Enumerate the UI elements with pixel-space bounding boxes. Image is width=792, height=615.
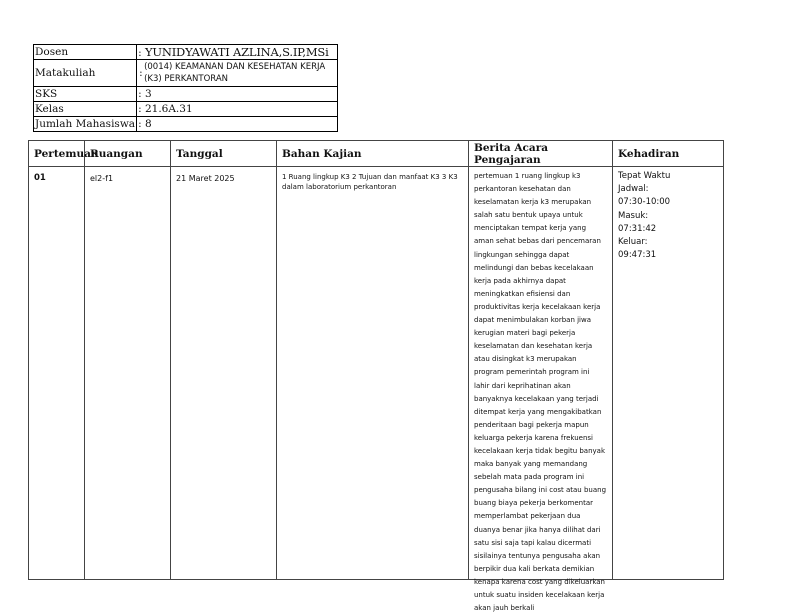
- sks-number: 3: [144, 88, 152, 100]
- matakuliah-label: Matakuliah: [34, 60, 137, 87]
- jadwal-value: 07:30-10:00: [618, 197, 671, 208]
- course-info-table: [33, 44, 338, 132]
- kelas-code: 21.6A.31: [144, 103, 193, 115]
- berita-acara-cell: [469, 167, 613, 613]
- header-berita-acara: Berita Acara Pengajaran: [469, 141, 613, 167]
- header-bahan-kajian: Bahan Kajian: [277, 141, 469, 167]
- separator: :: [138, 118, 142, 130]
- jumlah-mahasiswa-value: [137, 117, 338, 132]
- jumlah-mahasiswa-label: Jumlah Mahasiswa: [35, 118, 136, 130]
- table-header-row: [29, 141, 724, 167]
- info-row-kelas: [34, 102, 338, 117]
- jadwal-label: Jadwal:: [618, 184, 649, 195]
- masuk-label: Masuk:: [618, 210, 649, 221]
- separator: :: [138, 88, 142, 100]
- dosen-name: YUNIDYAWATI AZLINA,S.IP,MSi: [144, 44, 329, 59]
- kelas-value: [137, 102, 338, 117]
- kehadiran-cell: [613, 167, 724, 580]
- dosen-label: Dosen: [34, 45, 137, 60]
- separator: :: [138, 103, 142, 115]
- matakuliah-name: (0014) KEAMANAN DAN KESEHATAN KERJA (K3) PERKANTORAN: [144, 62, 326, 84]
- header-kehadiran: Kehadiran: [613, 141, 724, 167]
- bahan-kajian-cell: 1 Ruang lingkup K3 2 Tujuan dan manfaat K3 3 K3 dalam laboratorium perkantoran: [277, 167, 469, 580]
- berita-acara-text: pertemuan 1 ruang lingkup k3 perkantoran kesehatan dan keselamatan kerja k3 merupakan salah satu bentuk upaya untuk menciptakan tempat kerja yang aman sehat bebas dari pencemaran lingkungan sehingga dapat melindungi dan bebas kecelakaan kerja pada akhirnya dapat meningkatkan efisiensi dan produktivitas kerja kecelakaan kerja dapat menimbulakan korban jiwa kerugian materi bagi pekerja keselamatan dan kesehatan kerja atau disingkat k3 merupakan program pemerintah program ini lahir dari keprihatinan akan banyaknya kecelakaan yang terjadi ditempat kerja yang mengakibatkan penderitaan bagi pekerja mapun keluarga pekerja karena frekuensi kecelakaan kerja tidak begitu banyak maka banyak yang memandang sebelah mata pada program ini pengusaha bilang ini cost atau buang buang biaya pekerja berkomentar memperlambat pekerjaan dua duanya benar jika hanya dilihat dari satu sisi saja tapi kalau dicermati sisilainya tentunya pengusaha akan berpikir dua kali berkata demikian kenapa karena cost yang dikeluarkan untuk suatu insiden kecelakaan kerja akan jauh berkali: [474, 172, 607, 613]
- dosen-value: [137, 45, 338, 60]
- jumlah-mahasiswa-number: 8: [144, 118, 152, 130]
- info-row-sks: [34, 87, 338, 102]
- header-pertemuan: Pertemuan: [29, 141, 85, 167]
- masuk-value: 07:31:42: [618, 223, 657, 234]
- tanggal-cell: 21 Maret 2025: [171, 167, 277, 580]
- info-row-dosen: [34, 45, 338, 60]
- matakuliah-value: [137, 60, 338, 87]
- kehadiran-status: Tepat Waktu: [618, 171, 671, 181]
- separator: :: [139, 67, 143, 79]
- header-tanggal: Tanggal: [171, 141, 277, 167]
- separator: :: [138, 46, 142, 59]
- keluar-value: 09:47:31: [618, 250, 657, 261]
- keluar-label: Keluar:: [618, 237, 648, 248]
- table-row: [29, 167, 724, 580]
- info-row-jumlah-mahasiswa: [34, 117, 338, 132]
- sks-value: [137, 87, 338, 102]
- teaching-record-table: [28, 140, 724, 613]
- pertemuan-cell: 01: [29, 167, 85, 580]
- kelas-label: Kelas: [34, 102, 137, 117]
- info-row-matakuliah: [34, 60, 338, 87]
- sks-label: SKS: [34, 87, 137, 102]
- ruangan-cell: el2-f1: [85, 167, 171, 580]
- header-ruangan: Ruangan: [85, 141, 171, 167]
